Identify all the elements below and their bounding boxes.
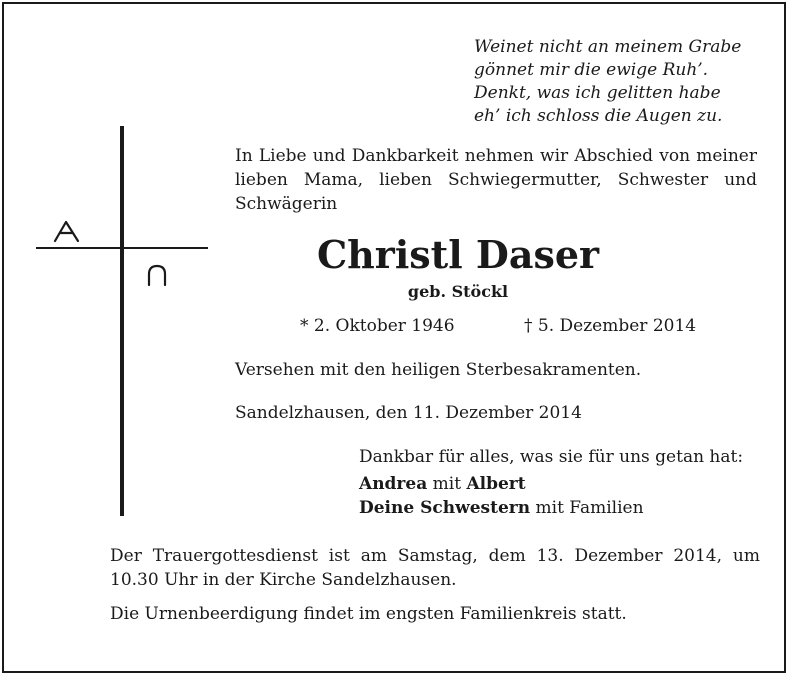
birth-date: * 2. Oktober 1946	[300, 316, 455, 336]
motto-line: eh’ ich schloss die Augen zu.	[474, 106, 723, 126]
mourner-name: Andrea	[359, 474, 428, 494]
mourner-companion: Albert	[466, 474, 526, 494]
obituary-notice	[2, 2, 786, 673]
funeral-service-info: Der Trauergottesdienst ist am Samstag, dem 13. Dezember 2014, um 10.30 Uhr in der Kirche Sandelzhausen.	[110, 546, 760, 590]
intro-text: In Liebe und Dankbarkeit nehmen wir Abschied von meiner lieben Mama, lieben Schwiegermutter, Schwester und Schwägerin	[235, 146, 757, 214]
motto-line: Denkt, was ich gelitten habe	[474, 83, 721, 103]
mourner-entry	[359, 474, 526, 494]
motto-line: gönnet mir die ewige Ruh’.	[474, 60, 709, 80]
mourner-entry	[359, 498, 644, 518]
mourner-joiner: mit Familien	[530, 498, 644, 518]
deceased-name: Christl Daser	[316, 232, 600, 277]
alpha-icon	[52, 218, 82, 244]
cross-horizontal-beam	[36, 247, 208, 249]
burial-info: Die Urnenbeerdigung findet im engsten Familienkreis statt.	[110, 604, 627, 624]
thanks-line: Dankbar für alles, was sie für uns getan hat:	[359, 447, 744, 467]
motto-verse	[474, 36, 774, 128]
omega-icon	[144, 262, 170, 288]
mourner-name: Deine Schwestern	[359, 498, 531, 518]
cross-vertical-beam	[120, 126, 124, 516]
motto-line: Weinet nicht an meinem Grabe	[474, 37, 742, 57]
sacraments-note: Versehen mit den heiligen Sterbesakramenten.	[235, 360, 642, 380]
place-and-date: Sandelzhausen, den 11. Dezember 2014	[235, 403, 582, 423]
maiden-name: geb. Stöckl	[407, 282, 509, 301]
death-date: † 5. Dezember 2014	[524, 316, 697, 336]
mourner-joiner: mit	[427, 474, 467, 494]
